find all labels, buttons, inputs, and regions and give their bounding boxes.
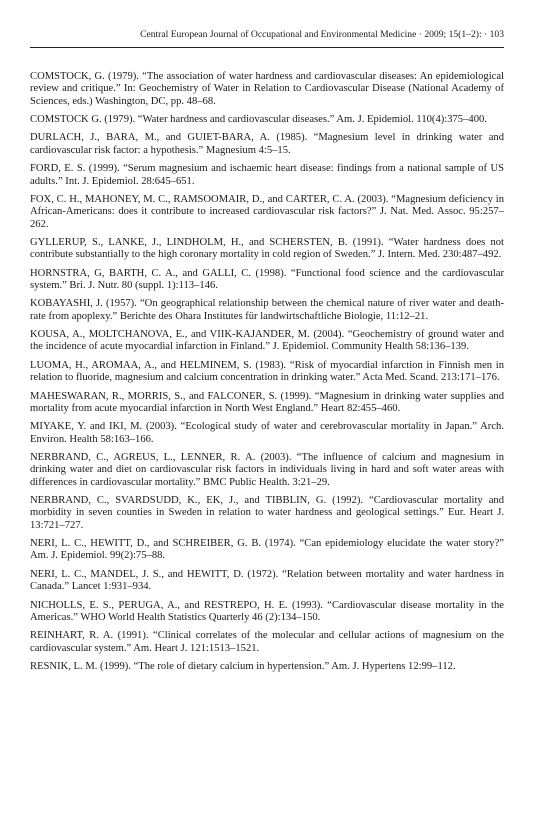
reference-item: RESNIK, L. M. (1999). “The role of dietary calcium in hypertension.” Am. J. Hypertens 12:99–112. bbox=[30, 661, 456, 673]
running-header: Central European Journal of Occupational and Environmental Medicine · 2009; 15(1–2): · 103 bbox=[140, 29, 504, 40]
reference-item: KOUSA, A., MOLTCHANOVA, E., and VIIK-KAJANDER, M. (2004). “Geochemistry of ground water and the incidence of acute myocardial infarction in Finland.” J. Epidemiol. Community Health 58:136–139. bbox=[30, 329, 504, 353]
reference-item: MAHESWARAN, R., MORRIS, S., and FALCONER, S. (1999). “Magnesium in drinking water supplies and mortality from acute myocardial infarction in North West England.” Heart 82:455–460. bbox=[30, 390, 504, 414]
reference-item: FOX, C. H., MAHONEY, M. C., RAMSOOMAIR, D., and CARTER, C. A. (2003). “Magnesium deficiency in African-Americans: does it contribute to increased cardiovascular risk factors?” J. Nat. Med. Assoc. 95:257–262. bbox=[30, 193, 504, 230]
reference-item: NICHOLLS, E. S., PERUGA, A., and RESTREPO, H. E. (1993). “Cardiovascular disease mortality in the Americas.” WHO World Health Statistics Quarterly 46 (2):134–150. bbox=[30, 599, 504, 623]
reference-item: KOBAYASHI, J. (1957). “On geographical relationship between the chemical nature of river water and death-rate from apoplexy.” Berichte des Ohara Institutes für landwirtschaftliche Biologie, 11:12–21. bbox=[30, 298, 504, 322]
header-rule bbox=[30, 47, 504, 48]
reference-item: HORNSTRA, G, BARTH, C. A., and GALLI, C. (1998). “Functional food science and the cardiovascular system.” Bri. J. Nutr. 80 (suppl. 1):113–146. bbox=[30, 267, 504, 291]
reference-item: FORD, E. S. (1999). “Serum magnesium and ischaemic heart disease: findings from a national sample of US adults.” Int. J. Epidemiol. 28:645–651. bbox=[30, 163, 504, 187]
reference-item: COMSTOCK G. (1979). “Water hardness and cardiovascular diseases.” Am. J. Epidemiol. 110(4):375–400. bbox=[30, 114, 487, 126]
reference-item: LUOMA, H., AROMAA, A., and HELMINEM, S. (1983). “Risk of myocardial infarction in Finnish men in relation to fluoride, magnesium and calcium concentration in drinking water.” Acta Med. Scand. 213:171–176. bbox=[30, 359, 504, 384]
reference-item: NERI, L. C., MANDEL, J. S., and HEWITT, D. (1972). “Relation between mortality and water hardness in Canada.” Lancet 1:931–934. bbox=[30, 568, 504, 593]
reference-item: NERBRAND, C., SVARDSUDD, K., EK, J., and TIBBLIN, G. (1992). “Cardiovascular mortality and morbidity in seven counties in Sweden in relation to water hardness and geological settings.” Eur. Heart J. 13:721–727. bbox=[30, 495, 504, 531]
reference-list bbox=[30, 71, 504, 680]
reference-item: DURLACH, J., BARA, M., and GUIET-BARA, A. (1985). “Magnesium level in drinking water and cardiovascular risk factor: a hypothesis.” Magnesium 4:5–15. bbox=[30, 132, 504, 156]
reference-item: MIYAKE, Y. and IKI, M. (2003). “Ecological study of water and cerebrovascular mortality in Japan.” Arch. Environ. Health 58:163–166. bbox=[30, 421, 504, 445]
reference-item: COMSTOCK, G. (1979). “The association of water hardness and cardiovascular diseases: An epidemiological review and critique.” In: Geochemistry of Water in Relation to Cardiovascular Disease (National Academy of Sciences, eds.) Washington, DC, pp. 48–68. bbox=[30, 71, 504, 107]
reference-item: REINHART, R. A. (1991). “Clinical correlates of the molecular and cellular actions of magnesium on the cardiovascular system.” Am. Heart J. 121:1513–1521. bbox=[30, 630, 504, 654]
reference-item: GYLLERUP, S., LANKE, J., LINDHOLM, H., and SCHERSTEN, B. (1991). “Water hardness does not contribute substantially to the high coronary mortality in cold region of Sweden.” J. Intern. Med. 230:487–492. bbox=[30, 236, 504, 261]
reference-item: NERI, L. C., HEWITT, D., and SCHREIBER, G. B. (1974). “Can epidemiology elucidate the water story?” Am. J. Epidemiol. 99(2):75–88. bbox=[30, 538, 504, 562]
reference-item: NERBRAND, C., AGREUS, L., LENNER, R. A. (2003). “The influence of calcium and magnesium in drinking water and diet on cardiovascular risk factors in individuals living in hard and soft water areas with differences in cardiovascular mortality.” BMC Public Health. 3:21–29. bbox=[30, 452, 504, 488]
